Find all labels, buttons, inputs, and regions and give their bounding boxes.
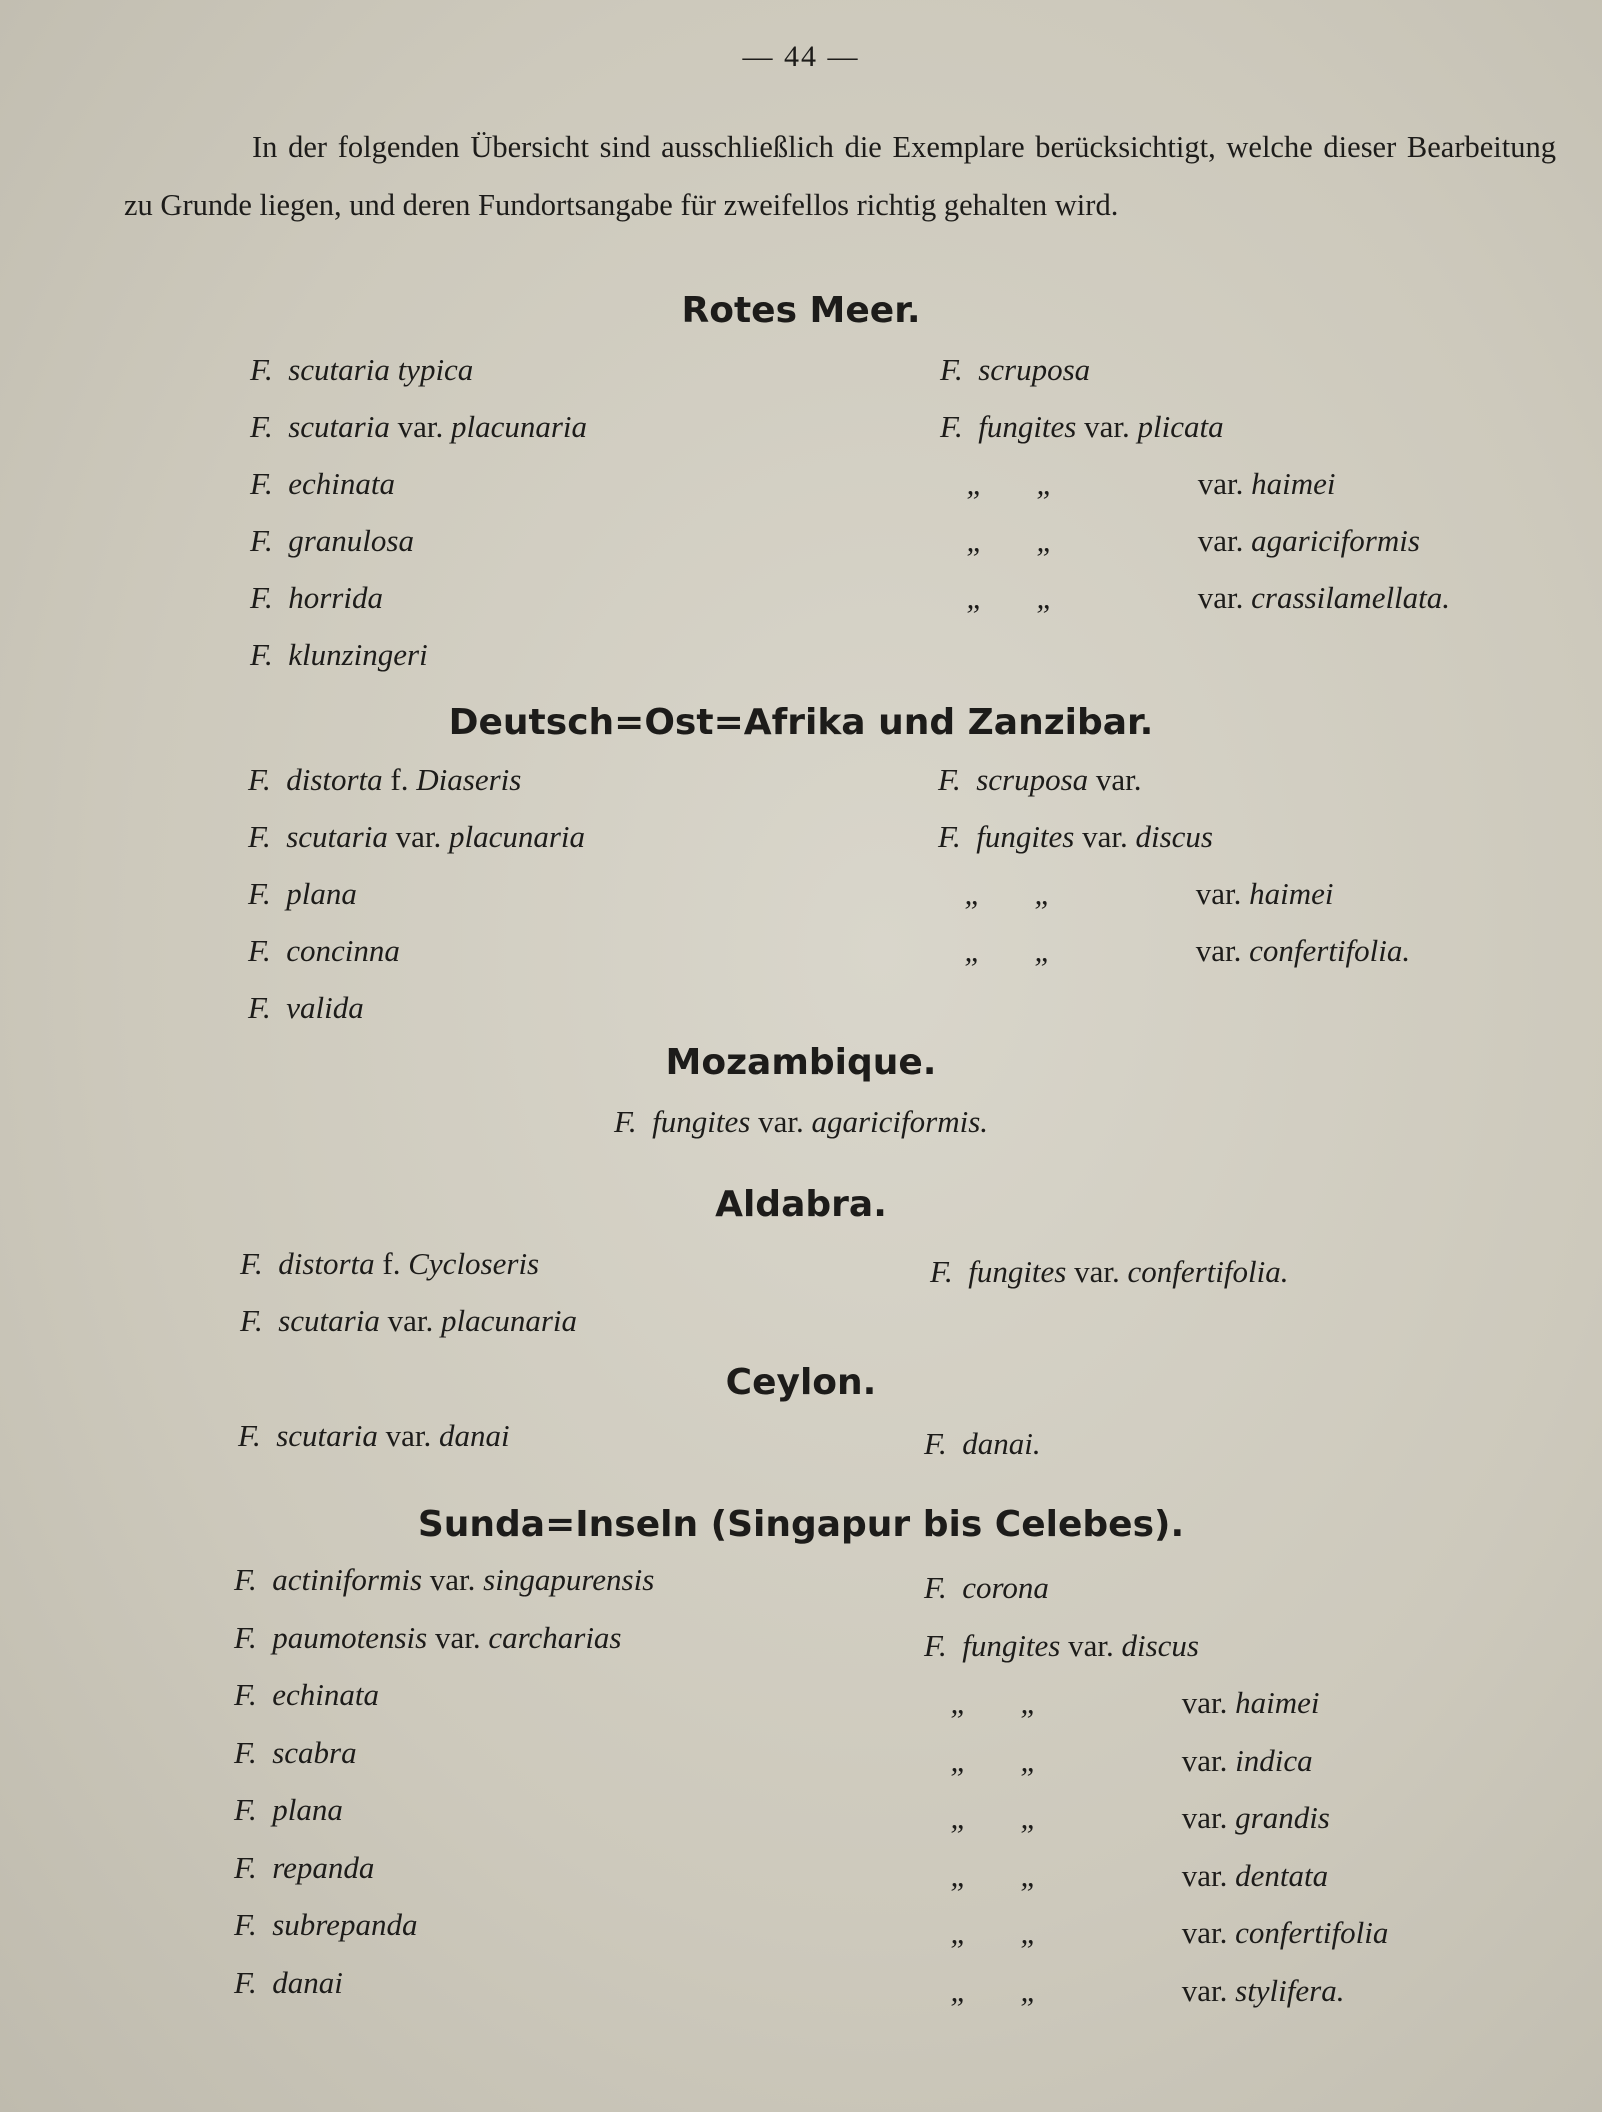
rank-label: var. [1074, 1254, 1120, 1289]
species-name: horrida [288, 580, 383, 615]
species-name: scutaria typica [288, 352, 474, 387]
species-entry-ostafrika-left-3 [248, 933, 400, 969]
genus-abbrev: F. [240, 1303, 263, 1338]
variety-name: carcharias [488, 1619, 622, 1655]
genus-abbrev: F. [234, 1562, 257, 1597]
ditto-mark: „ [1036, 580, 1054, 615]
ditto-mark: „ [1036, 523, 1054, 558]
species-name: distorta [286, 762, 383, 797]
variety-name: placunaria [440, 1303, 578, 1338]
species-name: subrepanda [272, 1907, 418, 1942]
species-name: echinata [272, 1677, 379, 1712]
rank-label: var. [1181, 1685, 1228, 1720]
ditto-mark: „ [1020, 1972, 1038, 2008]
ditto-mark: „ [950, 1685, 968, 1720]
genus-abbrev: F. [248, 762, 271, 797]
species-entry-sunda-right-2 [924, 1685, 1320, 1721]
rank-label: var. [395, 819, 442, 854]
genus-abbrev: F. [248, 819, 271, 854]
variety-name: confertifolia [1235, 1915, 1389, 1950]
species-entry-sunda-left-2 [234, 1677, 379, 1713]
species-entry-ostafrika-right-0 [938, 762, 1142, 798]
species-name: corona [962, 1570, 1049, 1605]
genus-abbrev: F. [930, 1254, 953, 1289]
species-entry-ostafrika-left-1 [248, 819, 585, 855]
ditto-mark: „ [1034, 876, 1052, 911]
variety-name: agariciformis. [811, 1104, 989, 1139]
genus-abbrev: F. [238, 1418, 261, 1453]
species-name: scruposa [976, 762, 1089, 797]
variety-name: stylifera. [1235, 1972, 1345, 2008]
heading-rotes-meer: Rotes Meer. [681, 290, 921, 331]
species-name: scruposa [978, 352, 1091, 387]
species-entry-aldabra-left-1 [240, 1303, 577, 1339]
genus-abbrev: F. [924, 1426, 947, 1461]
rank-label: var. [1095, 762, 1142, 797]
rank-label: var. [1181, 1972, 1228, 2008]
genus-abbrev: F. [250, 409, 273, 444]
intro-paragraph: In der folgenden Übersicht sind ausschließlich die Exemplare berücksichtigt, welche dieser Bearbeitung zu Grunde liegen, und deren Fundortsangabe für zweifellos richtig gehalten wird. [124, 130, 1556, 222]
ditto-mark: „ [950, 1742, 968, 1778]
genus-abbrev: F. [234, 1677, 257, 1712]
ditto-mark: „ [1020, 1685, 1038, 1720]
species-name: scabra [272, 1734, 357, 1770]
species-name: fungites [968, 1254, 1067, 1289]
species-entry-sunda-right-0 [924, 1570, 1049, 1606]
species-entry-sunda-left-7 [234, 1965, 343, 2001]
rank-label: var. [1084, 409, 1130, 444]
variety-name: indica [1235, 1742, 1313, 1778]
species-entry-sunda-left-1 [234, 1620, 622, 1656]
variety-name: haimei [1235, 1685, 1320, 1720]
species-name: repanda [272, 1849, 375, 1885]
ditto-mark: „ [1036, 466, 1054, 501]
species-entry-aldabra-left-0 [240, 1246, 539, 1282]
rank-label: var. [758, 1104, 804, 1139]
species-entry-sunda-right-6 [924, 1915, 1388, 1951]
genus-abbrev: F. [250, 352, 273, 387]
species-entry-rotes_meer-right-4 [940, 580, 1450, 616]
species-name: plana [272, 1792, 343, 1827]
rank-label: var. [1195, 933, 1242, 968]
rank-label: var. [1195, 876, 1242, 911]
species-entry-sunda-left-6 [234, 1907, 417, 1943]
species-entry-sunda-right-1 [924, 1628, 1199, 1664]
rank-label: var. [1197, 523, 1244, 558]
species-entry-sunda-right-4 [924, 1800, 1330, 1836]
rank-label: var. [1181, 1742, 1228, 1778]
genus-abbrev: F. [938, 819, 961, 854]
species-entry-rotes_meer-right-1 [940, 409, 1224, 445]
genus-abbrev: F. [250, 466, 273, 501]
species-name: klunzingeri [288, 637, 428, 672]
variety-name: danai [438, 1418, 510, 1453]
species-entry-rotes_meer-left-1 [250, 409, 587, 445]
genus-abbrev: F. [234, 1792, 257, 1827]
genus-abbrev: F. [234, 1849, 257, 1885]
species-name: granulosa [288, 523, 414, 558]
species-entry-ostafrika-right-1 [938, 819, 1213, 855]
ditto-mark: „ [964, 876, 982, 911]
genus-abbrev: F. [234, 1619, 257, 1655]
species-entry-mozambique [0, 1104, 1602, 1140]
rank-label: var. [434, 1619, 481, 1655]
species-entry-rotes_meer-right-0 [940, 352, 1090, 388]
genus-abbrev: F. [240, 1246, 263, 1281]
species-entry-ostafrika-right-3 [938, 933, 1410, 969]
species-entry-rotes_meer-left-2 [250, 466, 395, 502]
species-name: danai [272, 1964, 343, 2000]
species-entry-aldabra-right-0 [930, 1254, 1289, 1290]
ditto-mark: „ [1034, 933, 1052, 968]
rank-label: var. [387, 1303, 434, 1338]
variety-name: dentata [1235, 1857, 1329, 1893]
species-entry-rotes_meer-right-2 [940, 466, 1336, 502]
rank-label: var. [397, 409, 444, 444]
species-entry-rotes_meer-left-4 [250, 580, 383, 616]
rank-label: var. [1181, 1857, 1228, 1893]
genus-abbrev: F. [924, 1570, 947, 1605]
ditto-mark: „ [1020, 1800, 1038, 1835]
species-name: concinna [286, 933, 400, 968]
variety-name: confertifolia. [1249, 933, 1411, 968]
species-entry-rotes_meer-left-3 [250, 523, 414, 559]
genus-abbrev: F. [938, 762, 961, 797]
species-entry-ceylon-left-0 [238, 1418, 510, 1454]
variety-name: Cycloseris [408, 1246, 540, 1281]
ditto-mark: „ [964, 933, 982, 968]
genus-abbrev: F. [234, 1964, 257, 2000]
species-name: fungites [978, 409, 1077, 444]
ditto-mark: „ [1020, 1742, 1038, 1778]
species-entry-rotes_meer-left-0 [250, 352, 473, 388]
variety-name: agariciformis [1251, 523, 1420, 558]
species-name: distorta [278, 1246, 375, 1281]
genus-abbrev: F. [234, 1907, 257, 1942]
species-entry-sunda-left-5 [234, 1850, 374, 1886]
species-name: fungites [652, 1104, 751, 1139]
species-entry-sunda-left-4 [234, 1792, 343, 1828]
genus-abbrev: F. [250, 580, 273, 615]
variety-name: haimei [1251, 466, 1336, 501]
ditto-mark: „ [966, 580, 984, 615]
species-entry-ostafrika-left-0 [248, 762, 521, 798]
page-number: — 44 — [742, 40, 860, 73]
rank-label: var. [429, 1562, 476, 1597]
variety-name: grandis [1235, 1800, 1330, 1835]
variety-name: confertifolia. [1127, 1254, 1289, 1289]
genus-abbrev: F. [924, 1627, 947, 1663]
rank-label: var. [385, 1418, 432, 1453]
heading-ostafrika: Deutsch=Ost=Afrika und Zanzibar. [448, 702, 1154, 743]
genus-abbrev: F. [613, 1104, 637, 1139]
species-name: echinata [288, 466, 395, 501]
rank-label: var. [1197, 466, 1244, 501]
genus-abbrev: F. [248, 933, 271, 968]
heading-ceylon: Ceylon. [725, 1362, 877, 1403]
ditto-mark: „ [950, 1857, 968, 1893]
species-name: paumotensis [272, 1619, 428, 1655]
ditto-mark: „ [950, 1915, 968, 1950]
genus-abbrev: F. [940, 352, 963, 387]
species-entry-sunda-right-7 [924, 1973, 1344, 2009]
variety-name: Diaseris [416, 762, 522, 797]
variety-name: haimei [1249, 876, 1334, 911]
species-name: scutaria [288, 409, 390, 444]
species-name: valida [286, 990, 364, 1025]
ditto-mark: „ [966, 466, 984, 501]
variety-name: discus [1135, 819, 1213, 854]
variety-name: placunaria [448, 819, 586, 854]
rank-label: var. [1197, 580, 1244, 615]
species-entry-rotes_meer-right-3 [940, 523, 1420, 559]
species-name: danai. [962, 1426, 1041, 1461]
species-name: actiniformis [272, 1562, 423, 1597]
species-entry-ostafrika-right-2 [938, 876, 1334, 912]
ditto-mark: „ [950, 1972, 968, 2008]
rank-label: f. [390, 762, 409, 797]
genus-abbrev: F. [248, 876, 271, 911]
species-name: fungites [962, 1627, 1061, 1663]
rank-label: var. [1068, 1627, 1114, 1663]
variety-name: placunaria [450, 409, 588, 444]
variety-name: singapurensis [483, 1562, 655, 1597]
species-entry-ceylon-right-0 [924, 1426, 1041, 1462]
heading-mozambique: Mozambique. [665, 1042, 937, 1083]
variety-name: crassilamellata. [1251, 580, 1451, 615]
genus-abbrev: F. [234, 1734, 257, 1770]
genus-abbrev: F. [250, 523, 273, 558]
ditto-mark: „ [1020, 1857, 1038, 1893]
heading-aldabra: Aldabra. [715, 1184, 887, 1225]
species-name: scutaria [276, 1418, 378, 1453]
rank-label: var. [1181, 1915, 1228, 1950]
rank-label: f. [382, 1246, 401, 1281]
species-entry-sunda-right-5 [924, 1858, 1328, 1894]
variety-name: plicata [1137, 409, 1224, 444]
genus-abbrev: F. [248, 990, 271, 1025]
species-name: plana [286, 876, 357, 911]
heading-sunda: Sunda=Inseln (Singapur bis Celebes). [417, 1504, 1185, 1545]
species-entry-rotes_meer-left-5 [250, 637, 428, 673]
species-name: scutaria [278, 1303, 380, 1338]
rank-label: var. [1181, 1800, 1228, 1835]
species-entry-sunda-left-0 [234, 1562, 654, 1598]
species-entry-ostafrika-left-2 [248, 876, 357, 912]
ditto-mark: „ [966, 523, 984, 558]
rank-label: var. [1082, 819, 1128, 854]
genus-abbrev: F. [940, 409, 963, 444]
species-entry-sunda-right-3 [924, 1743, 1313, 1779]
ditto-mark: „ [1020, 1915, 1038, 1950]
variety-name: discus [1121, 1627, 1199, 1663]
species-name: fungites [976, 819, 1075, 854]
species-name: scutaria [286, 819, 388, 854]
ditto-mark: „ [950, 1800, 968, 1835]
genus-abbrev: F. [250, 637, 273, 672]
species-entry-ostafrika-left-4 [248, 990, 364, 1026]
species-entry-sunda-left-3 [234, 1735, 357, 1771]
